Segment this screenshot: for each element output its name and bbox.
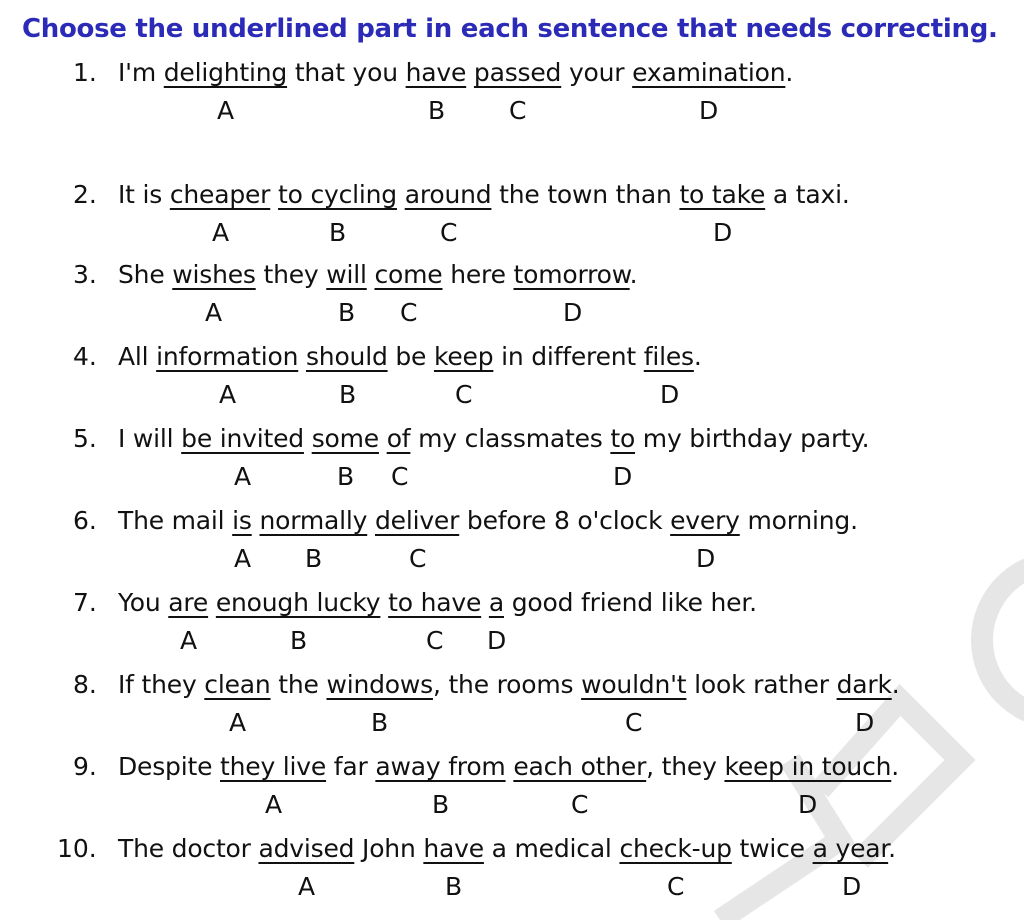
option-label-c[interactable]: C bbox=[625, 708, 643, 737]
sentence-text: good friend like her. bbox=[504, 588, 757, 617]
question-number: 5. bbox=[73, 424, 97, 453]
underlined-part[interactable]: advised bbox=[258, 834, 355, 863]
question-number: 8. bbox=[73, 670, 97, 699]
sentence-text: a medical bbox=[483, 834, 620, 863]
sentence-text: . bbox=[629, 260, 638, 289]
underlined-part[interactable]: a bbox=[488, 588, 505, 617]
option-label-d[interactable]: D bbox=[563, 298, 583, 327]
question-number: 10. bbox=[57, 834, 97, 863]
sentence-text bbox=[397, 180, 405, 209]
sentence-text: If they bbox=[118, 670, 205, 699]
sentence-text bbox=[466, 58, 474, 87]
question-number: 9. bbox=[73, 752, 97, 781]
sentence-text: All bbox=[118, 342, 157, 371]
option-label-d[interactable]: D bbox=[487, 626, 507, 655]
sentence-text bbox=[208, 588, 216, 617]
option-label-b[interactable]: B bbox=[371, 708, 389, 737]
underlined-part[interactable]: information bbox=[156, 342, 299, 371]
underlined-part[interactable]: are bbox=[168, 588, 209, 617]
option-label-d[interactable]: D bbox=[842, 872, 862, 901]
sentence-text: in different bbox=[493, 342, 644, 371]
sentence-text: , the rooms bbox=[432, 670, 582, 699]
underlined-part[interactable]: have bbox=[423, 834, 484, 863]
underlined-part[interactable]: each other bbox=[513, 752, 647, 781]
sentence-text bbox=[304, 424, 312, 453]
underlined-part[interactable]: keep in touch bbox=[724, 752, 892, 781]
underlined-part[interactable]: dark bbox=[836, 670, 892, 699]
question-sentence bbox=[118, 258, 637, 292]
option-label-b[interactable]: B bbox=[329, 218, 347, 247]
sentence-text: far bbox=[326, 752, 376, 781]
sentence-text: I will bbox=[118, 424, 182, 453]
option-label-a[interactable]: A bbox=[180, 626, 198, 655]
option-label-b[interactable]: B bbox=[305, 544, 323, 573]
question-sentence bbox=[118, 832, 896, 866]
underlined-part[interactable]: windows bbox=[326, 670, 433, 699]
option-label-d[interactable]: D bbox=[798, 790, 818, 819]
underlined-part[interactable]: check-up bbox=[619, 834, 732, 863]
underlined-part[interactable]: to bbox=[610, 424, 636, 453]
underlined-part[interactable]: files bbox=[643, 342, 694, 371]
option-label-b[interactable]: B bbox=[338, 298, 356, 327]
option-label-a[interactable]: A bbox=[234, 462, 252, 491]
question-number: 1. bbox=[73, 58, 97, 87]
sentence-text: the town than bbox=[491, 180, 680, 209]
underlined-part[interactable]: will bbox=[326, 260, 367, 289]
underlined-part[interactable]: have bbox=[405, 58, 467, 87]
option-label-b[interactable]: B bbox=[339, 380, 357, 409]
underlined-part[interactable]: come bbox=[374, 260, 443, 289]
question-sentence bbox=[118, 340, 702, 374]
underlined-part[interactable]: a year bbox=[812, 834, 889, 863]
option-label-a[interactable]: A bbox=[217, 96, 235, 125]
option-label-d[interactable]: D bbox=[696, 544, 716, 573]
sentence-text: the bbox=[270, 670, 327, 699]
option-label-d[interactable]: D bbox=[660, 380, 680, 409]
sentence-text: look rather bbox=[686, 670, 837, 699]
option-label-c[interactable]: C bbox=[571, 790, 589, 819]
option-label-a[interactable]: A bbox=[212, 218, 230, 247]
underlined-part[interactable]: to take bbox=[679, 180, 766, 209]
sentence-text: The doctor bbox=[118, 834, 259, 863]
sentence-text: It is bbox=[118, 180, 170, 209]
instruction-heading: Choose the underlined part in each sentence that needs correcting. bbox=[22, 14, 998, 44]
underlined-part[interactable]: to cycling bbox=[278, 180, 397, 209]
sentence-text: The mail bbox=[118, 506, 233, 535]
sentence-text: your bbox=[561, 58, 633, 87]
option-label-a[interactable]: A bbox=[234, 544, 252, 573]
sentence-text: . bbox=[888, 834, 896, 863]
option-label-d[interactable]: D bbox=[855, 708, 875, 737]
question-number: 4. bbox=[73, 342, 97, 371]
option-label-b[interactable]: B bbox=[445, 872, 463, 901]
option-label-a[interactable]: A bbox=[205, 298, 223, 327]
underlined-part[interactable]: deliver bbox=[374, 506, 460, 535]
question-sentence bbox=[118, 504, 858, 538]
sentence-text bbox=[481, 588, 489, 617]
question-sentence bbox=[118, 668, 899, 702]
sentence-text: . bbox=[785, 58, 794, 87]
underlined-part[interactable]: tomorrow bbox=[513, 260, 630, 289]
underlined-part[interactable]: should bbox=[305, 342, 388, 371]
option-label-b[interactable]: B bbox=[337, 462, 355, 491]
underlined-part[interactable]: they live bbox=[220, 752, 327, 781]
sentence-text: . bbox=[891, 752, 900, 781]
question-number: 3. bbox=[73, 260, 97, 289]
option-label-a[interactable]: A bbox=[229, 708, 247, 737]
underlined-part[interactable]: wouldn't bbox=[581, 670, 687, 699]
underlined-part[interactable]: keep bbox=[433, 342, 494, 371]
sentence-text: here bbox=[442, 260, 514, 289]
option-label-c[interactable]: C bbox=[440, 218, 458, 247]
sentence-text: , they bbox=[646, 752, 725, 781]
sentence-text: they bbox=[255, 260, 327, 289]
underlined-part[interactable]: around bbox=[404, 180, 492, 209]
option-label-a[interactable]: A bbox=[298, 872, 316, 901]
sentence-text: I'm bbox=[118, 58, 164, 87]
sentence-text bbox=[380, 588, 388, 617]
sentence-text: my birthday party. bbox=[635, 424, 870, 453]
underlined-part[interactable]: to have bbox=[388, 588, 482, 617]
underlined-part[interactable]: delighting bbox=[163, 58, 288, 87]
underlined-part[interactable]: enough lucky bbox=[215, 588, 381, 617]
question-sentence bbox=[118, 586, 757, 620]
sentence-text: She bbox=[118, 260, 173, 289]
sentence-text: . bbox=[891, 670, 900, 699]
option-label-a[interactable]: A bbox=[265, 790, 283, 819]
sentence-text: that you bbox=[287, 58, 406, 87]
underlined-part[interactable]: be invited bbox=[181, 424, 304, 453]
underlined-part[interactable]: normally bbox=[259, 506, 368, 535]
option-label-d[interactable]: D bbox=[713, 218, 733, 247]
underlined-part[interactable]: is bbox=[232, 506, 252, 535]
question-sentence bbox=[118, 422, 869, 456]
sentence-text bbox=[270, 180, 278, 209]
option-label-b[interactable]: B bbox=[290, 626, 308, 655]
underlined-part[interactable]: wishes bbox=[172, 260, 256, 289]
underlined-part[interactable]: passed bbox=[473, 58, 562, 87]
sentence-text: my classmates bbox=[410, 424, 611, 453]
sentence-text: be bbox=[387, 342, 434, 371]
sentence-text bbox=[367, 506, 375, 535]
option-label-d[interactable]: D bbox=[699, 96, 719, 125]
underlined-part[interactable]: cheaper bbox=[169, 180, 271, 209]
question-number: 6. bbox=[73, 506, 97, 535]
underlined-part[interactable]: examination bbox=[632, 58, 786, 87]
sentence-text: before 8 o'clock bbox=[459, 506, 671, 535]
question-sentence bbox=[118, 750, 899, 784]
option-label-c[interactable]: C bbox=[391, 462, 409, 491]
question-number: 2. bbox=[73, 180, 97, 209]
underlined-part[interactable]: every bbox=[670, 506, 740, 535]
option-label-b[interactable]: B bbox=[428, 96, 446, 125]
option-label-c[interactable]: C bbox=[426, 626, 444, 655]
option-label-c[interactable]: C bbox=[409, 544, 427, 573]
underlined-part[interactable]: away from bbox=[375, 752, 506, 781]
underlined-part[interactable]: some bbox=[311, 424, 379, 453]
sentence-text bbox=[379, 424, 387, 453]
option-label-d[interactable]: D bbox=[613, 462, 633, 491]
option-label-c[interactable]: C bbox=[667, 872, 685, 901]
underlined-part[interactable]: clean bbox=[204, 670, 271, 699]
option-label-c[interactable]: C bbox=[400, 298, 418, 327]
question-number: 7. bbox=[73, 588, 97, 617]
option-label-a[interactable]: A bbox=[219, 380, 237, 409]
option-label-c[interactable]: C bbox=[509, 96, 527, 125]
question-sentence bbox=[118, 178, 850, 212]
underlined-part[interactable]: of bbox=[386, 424, 411, 453]
sentence-text: You bbox=[118, 588, 169, 617]
sentence-text: morning. bbox=[739, 506, 858, 535]
sentence-text: John bbox=[354, 834, 424, 863]
question-sentence bbox=[118, 56, 793, 90]
sentence-text: . bbox=[693, 342, 702, 371]
option-label-c[interactable]: C bbox=[455, 380, 473, 409]
sentence-text: a taxi. bbox=[765, 180, 850, 209]
sentence-text: Despite bbox=[118, 752, 221, 781]
sentence-text bbox=[298, 342, 306, 371]
option-label-b[interactable]: B bbox=[432, 790, 450, 819]
sentence-text: twice bbox=[731, 834, 813, 863]
